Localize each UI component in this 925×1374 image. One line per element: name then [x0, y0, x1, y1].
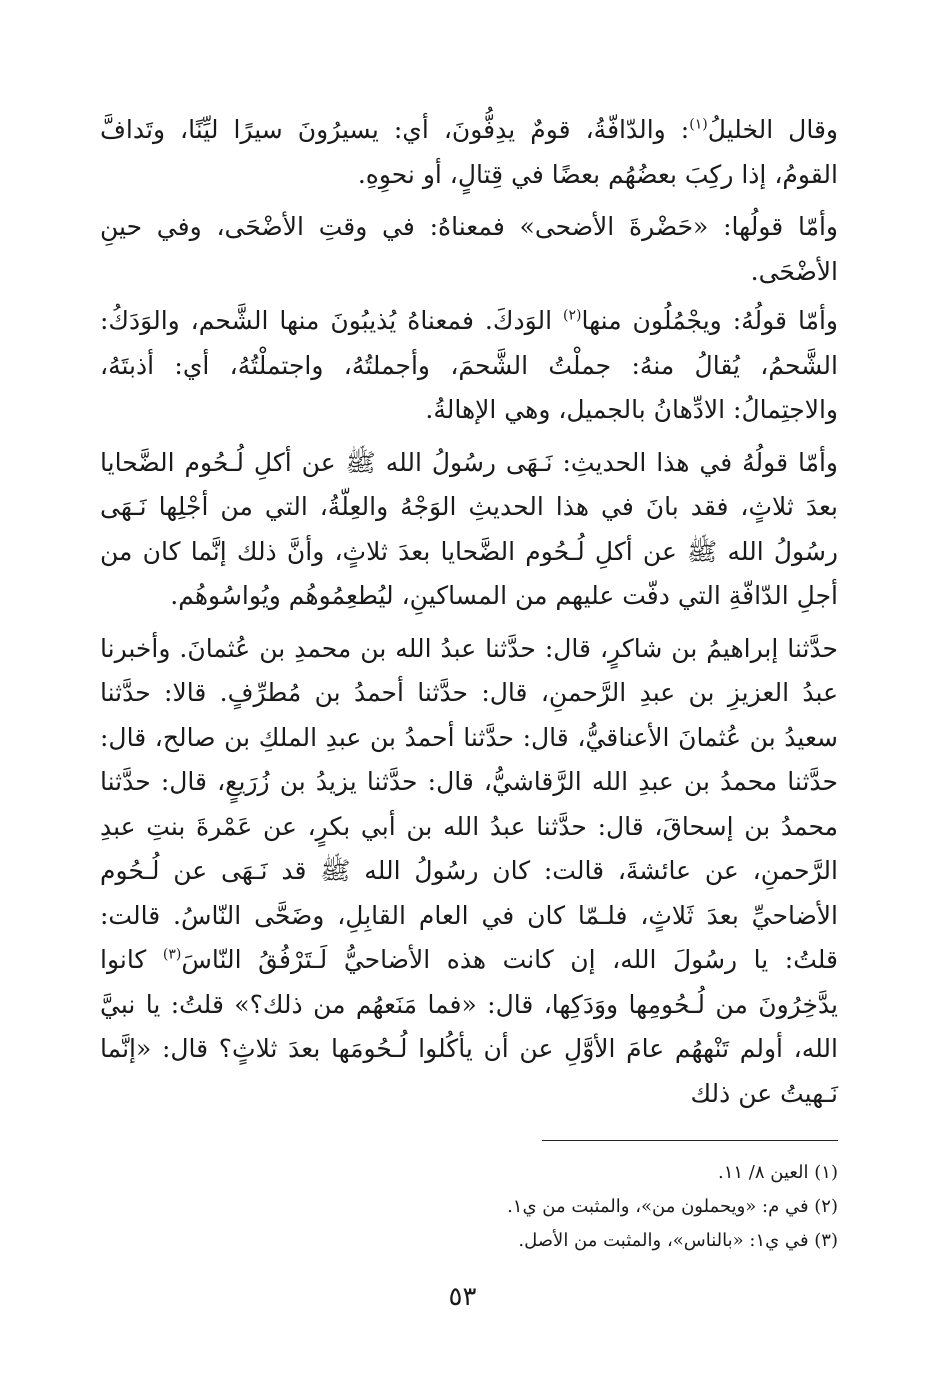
main-text	[100, 108, 838, 1124]
paragraph-hadith-meaning	[100, 441, 838, 619]
footnote-2: (٢) في م: «ويحملون من»، والمثبت من ي١.	[507, 1196, 838, 1217]
footnotes	[100, 1156, 838, 1258]
paragraph-lead: وأمّا قولُهُ: ويجْمُلُون منها	[581, 306, 838, 335]
paragraph-hadrat-al-adha	[100, 205, 838, 294]
paragraph-lead: وأمّا قولُها: «حَضْرةَ الأضحى» فمعناهُ: في وقتِ الأضْحَى، وفي حينِ الأضْحَى.	[100, 212, 838, 286]
paragraph-text: الوَدكَ. فمعناهُ يُذيبُونَ منها الشَّحم، والوَدَكُ: الشَّحمُ، يُقالُ منهُ: جملْتُ الشَّحمَ، وأجملتُهُ، واجتملْتُهُ، أي: أذبتَهُ، والاجتِمالُ: الادِّهانُ بالجميل، وهي الإهالةُ.	[100, 306, 838, 424]
paragraph-khalil	[100, 108, 838, 197]
footnote-divider	[542, 1140, 838, 1141]
footnote-ref-3[interactable]: (٣)	[162, 946, 182, 963]
paragraph-lead: حدَّثنا إبراهيمُ بن شاكرٍ، قال: حدَّثنا عبدُ الله بن محمدِ بن عُثمانَ. وأخبرنا عبدُ العزيزِ بن عبدِ الرَّحمنِ، قال: حدَّثنا أحمدُ بن مُطرِّفٍ. قالا: حدَّثنا سعيدُ بن عُثمانَ الأعناقيُّ، قال: حدَّثنا أحمدُ بن عبدِ الملكِ بن صالح، قال: حدَّثنا محمدُ بن عبدِ الله الرَّقاشيُّ، قال: حدَّثنا يزيدُ بن زُرَيعٍ، قال: حدَّثنا محمدُ بن إسحاقَ، قال: حدَّثنا عبدُ الله بن أبي بكرٍ، عن عَمْرةَ بنتِ عبدِ الرَّحمنِ، عن عائشةَ، قالت: كان رسُولُ الله ﷺ قد نَـهَى عن لُـحُوم الأضاحيِّ بعدَ ثَلاثٍ، فلـمّا كان في العام القابِلِ، وضَحَّى النّاسُ. قالت: قلتُ: يا رسُولَ الله، إن كانت هذه الأضاحيُّ لَـتَرْفُقُ النّاسَ	[100, 633, 838, 974]
paragraph-isnad	[100, 627, 838, 1117]
paragraph-lead: وقال الخليلُ	[707, 115, 838, 144]
footnote-1: (١) العين ٨/ ١١.	[717, 1162, 838, 1183]
page-number: ٥٣	[448, 1282, 477, 1312]
footnote-ref-2[interactable]: (٢)	[563, 307, 582, 324]
paragraph-yajmulun	[100, 299, 838, 433]
paragraph-text: : والدّافّةُ، قومٌ يدِفُّونَ، أي: يسيرُونَ سيرًا ليِّنًا، وتَدافَّ القومُ، إذا ركِبَ بعضُهُم بعضًا في قِتالٍ، أو نحوِهِ.	[100, 115, 838, 189]
paragraph-lead: وأمّا قولُهُ في هذا الحديثِ: نَـهَى رسُولُ الله ﷺ عن أكلِ لُـحُوم الضَّحايا بعدَ ثلاثٍ، فقد بانَ في هذا الحديثِ الوَجْهُ والعِلّةُ، التي من أجْلِها نَـهَى رسُولُ الله ﷺ عن أكلِ لُـحُوم الضَّحايا بعدَ ثلاثٍ، وأنَّ ذلك إنَّما كان من أجلِ الدّافّةِ التي دفّت عليهم من المساكينِ، ليُطعِمُوهُم ويُواسُوهُم.	[100, 447, 838, 610]
footnote-3: (٣) في ي١: «بالناس»، والمثبت من الأصل.	[518, 1230, 838, 1251]
footnote-ref-1[interactable]: (١)	[689, 116, 708, 133]
paragraph-text: كانوا يدَّخِرُونَ من لُـحُومِها ووَدَكِها، قال: «فما مَنَعهُم من ذلك؟» قلتُ: يا نبيَّ الله، أولم تَنْههُم عامَ الأوَّلِ عن أن يأكُلوا لُـحُومَها بعدَ ثلاثٍ؟ قال: «إنَّما نَـهيتُ عن ذلك	[100, 945, 838, 1108]
